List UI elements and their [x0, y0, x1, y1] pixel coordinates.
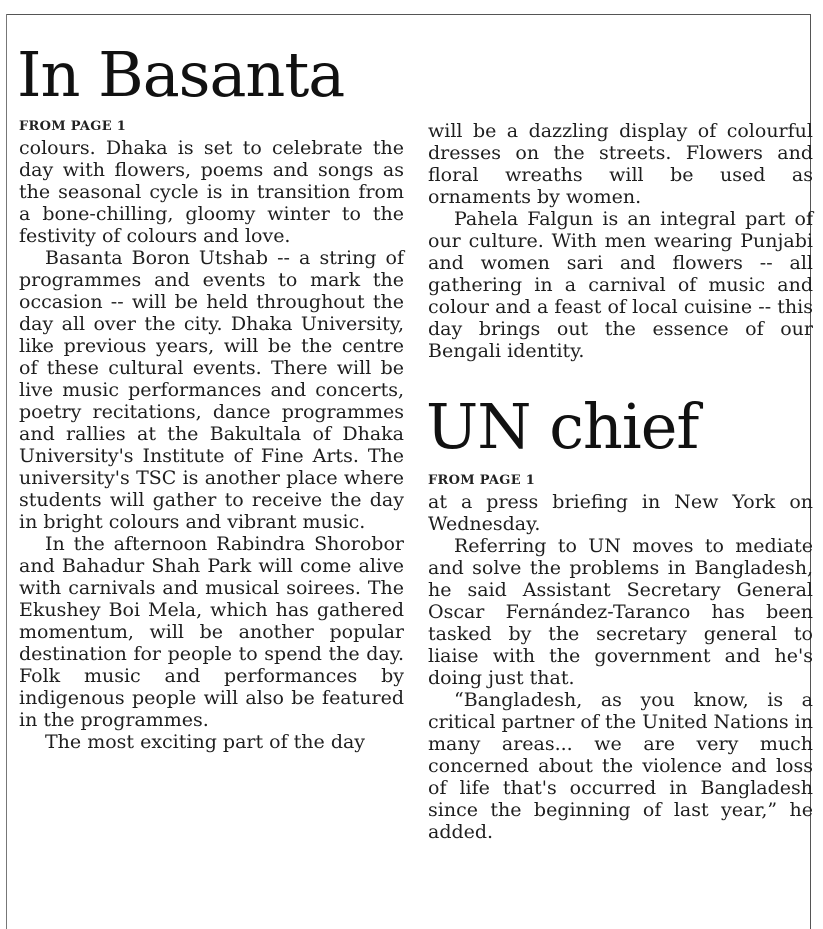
- left-rule: [6, 14, 7, 929]
- basanta-from-page: FROM PAGE 1: [19, 119, 127, 134]
- headline-un-chief: UN chief: [426, 390, 699, 463]
- unchief-paragraph-3: “Bangladesh, as you know, is a critical partner of the United Nations in many areas... we are very much concerned about the violence and loss of life that's occurred in Bangladesh since the beginning of last year,” he added.: [428, 689, 813, 843]
- unchief-paragraph-2: Referring to UN moves to mediate and solve the problems in Bangladesh, he said Assistant Secretary General Oscar Fernández-Taranco has been tasked by the secretary general to liaise with the government and he's doing just that.: [428, 535, 813, 689]
- basanta-column-left: [19, 118, 404, 753]
- basanta-paragraph-1: colours. Dhaka is set to celebrate the day with flowers, poems and songs as the seasonal cycle is in transition from a bone-chilling, gloomy winter to the festivity of colours and love.: [19, 137, 404, 247]
- unchief-column: [428, 472, 813, 843]
- unchief-paragraph-1: at a press briefing in New York on Wednesday.: [428, 491, 813, 535]
- basanta-paragraph-4-start: The most exciting part of the day: [45, 731, 366, 753]
- basanta-paragraph-3: In the afternoon Rabindra Shorobor and Bahadur Shah Park will come alive with carnivals and musical soirees. The Ekushey Boi Mela, which has gathered momentum, will be another popular destination for people to spend the day. Folk music and performances by indigenous people will also be featured in the programmes.: [19, 533, 404, 731]
- basanta-paragraph-5: Pahela Falgun is an integral part of our culture. With men wearing Punjabi and women sari and flowers -- all gathering in a carnival of music and colour and a feast of local cuisine -- this day brings out the essence of our Bengali identity.: [428, 208, 813, 362]
- basanta-paragraph-4-cont: will be a dazzling display of colourful dresses on the streets. Flowers and floral wreaths will be used as ornaments by women.: [428, 120, 813, 208]
- basanta-column-right: [428, 120, 813, 362]
- headline-in-basanta: In Basanta: [17, 38, 345, 111]
- top-rule: [6, 14, 811, 15]
- basanta-paragraph-2: Basanta Boron Utshab -- a string of programmes and events to mark the occasion -- will be held throughout the day all over the city. Dhaka University, like previous years, will be the centre of these cultural events. There will be live music performances and concerts, poetry recitations, dance programmes and rallies at the Bakultala of Dhaka University's Institute of Fine Arts. The university's TSC is another place where students will gather to receive the day in bright colours and vibrant music.: [19, 247, 404, 533]
- unchief-from-page: FROM PAGE 1: [428, 473, 536, 488]
